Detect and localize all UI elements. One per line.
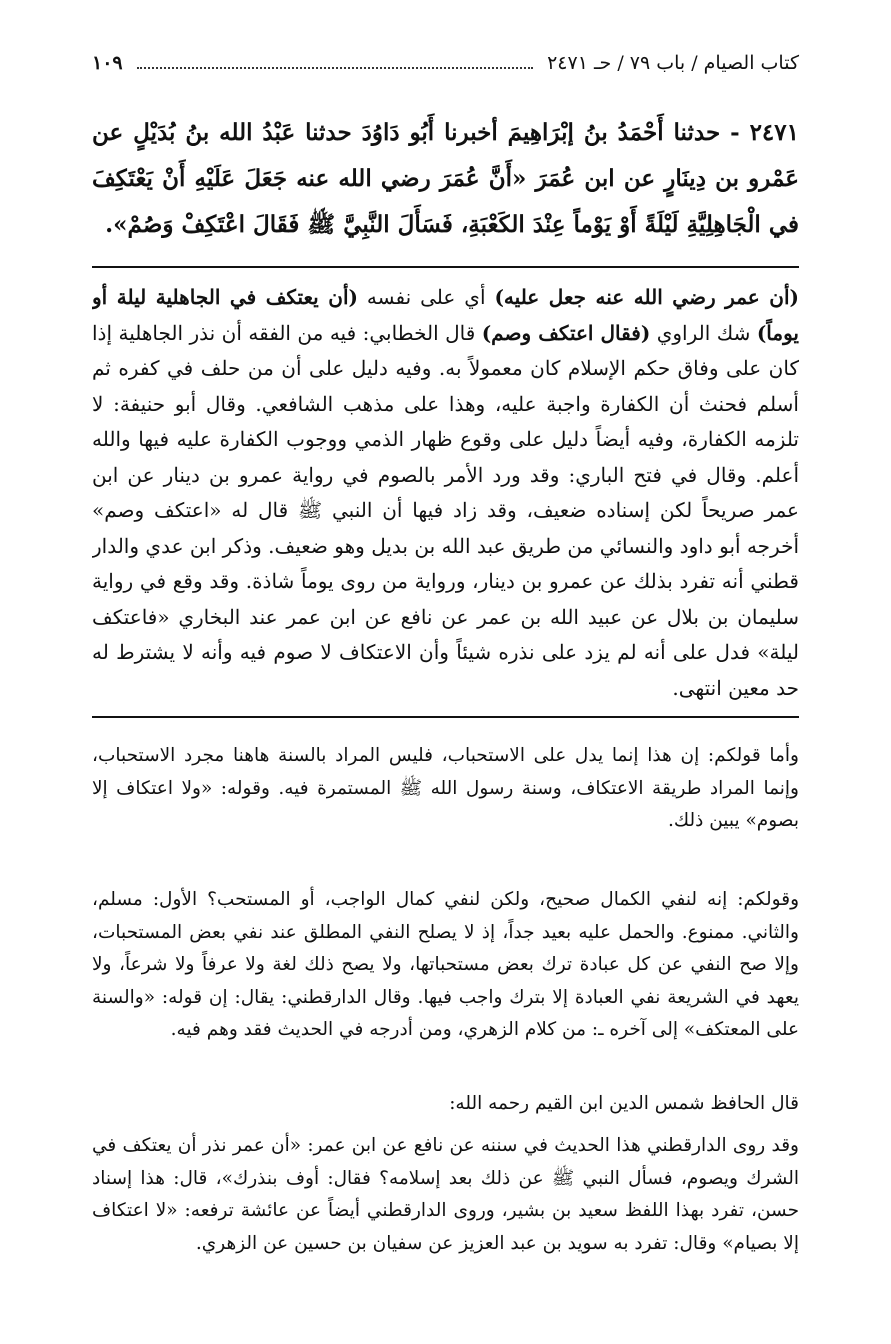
commentary-text-3: قال الخطابي: فيه من الفقه أن نذر الجاهلية إذا كان على وفاق حكم الإسلام كان معمولاً به. وفيه دليل على أن من حلف في كفره ثم أسلم فحنث أن الكفارة واجبة عليه، وهذا على مذهب الشافعي. وقال أبو حنيفة: لا تلزمه الكفارة، وفيه أيضاً دليل على وقوع ظهار الذمي ووجوب الكفارة عليه فيها والله أعلم. وقال في فتح الباري: وقد ورد الأمر بالصوم في رواية عمرو بن دينار عن ابن عمر صريحاً لكن إسناده ضعيف، وقد زاد فيها أن النبي ﷺ قال له «اعتكف وصم» أخرجه أبو داود والنسائي من طريق عبد الله بن بديل وهو ضعيف. وذكر ابن عدي والدار قطني أنه تفرد بذلك عن عمرو بن دينار، ورواية من روى يوماً شاذة. وقد وقع في رواية سليمان بن بلال عن عبيد الله بن عمر عن نافع عن ابن عمر عند البخاري «فاعتكف ليلة» فدل على أنه لم يزد على نذره شيئاً وأن الاعتكاف لا صوم فيه وأنه لا يشترط له حد معين انتهى. xyxy=(92,320,799,700)
divider-top xyxy=(92,266,799,268)
hadith-text xyxy=(92,110,799,248)
commentary-text-1: أي على نفسه xyxy=(357,285,495,309)
commentary-quote-1: (أن عمر رضي الله عنه جعل عليه) xyxy=(494,285,799,309)
note-paragraph-4: وقد روى الدارقطني هذا الحديث في سننه عن نافع عن ابن عمر: «أن عمر نذر أن يعتكف في الشرك ويصوم، فسأل النبي ﷺ عن ذلك بعد إسلامه؟ فقال: أوف بنذرك»، قال: هذا إسناد حسن، تفرد بهذا اللفظ سعيد بن بشير، وروى الدارقطني أيضاً عن عائشة ترفعه: «لا اعتكاف إلا بصيام» وقال: تفرد به سويد بن عبد العزيز عن سفيان بن حسين عن الزهري. xyxy=(92,1135,799,1254)
note-paragraph-1: وأما قولكم: إن هذا إنما يدل على الاستحباب، فليس المراد بالسنة هاهنا مجرد الاستحباب، وإنما المراد طريقة الاعتكاف، وسنة رسول الله ﷺ المستمرة فيه. وقوله: «ولا اعتكاف إلا بصوم» يبين ذلك. xyxy=(92,745,799,831)
header-title: كتاب الصيام / باب ٧٩ / حـ ٢٤٧١ xyxy=(547,52,799,74)
commentary-quote-2: (أن يعتكف في الجاهلية ليلة أو يوماً) xyxy=(92,285,799,345)
page-number: ١٠٩ xyxy=(92,52,123,74)
note-heading-ibn-qayyim: قال الحافظ شمس الدين ابن القيم رحمه الله: xyxy=(449,1093,799,1114)
hadith-number: ٢٤٧١ - xyxy=(730,119,799,146)
running-header xyxy=(92,52,799,86)
hadith-body: حدثنا أَحْمَدُ بنُ إبْرَاهِيمَ أخبرنا أَبُو دَاوُدَ حدثنا عَبْدُ الله بنُ بُدَيْلٍ عن عَمْرو بن دِينَارٍ عن ابن عُمَرَ «أَنَّ عُمَرَ رضي الله عنه جَعَلَ عَلَيْهِ أَنْ يَعْتَكِفَ في الْجَاهِلِيَّةِ لَيْلَةً أَوْ يَوْماً عِنْدَ الكَعْبَةِ، فَسَأَلَ النَّبِيَّ ﷺ فَقَالَ اعْتَكِفْ وَصُمْ». xyxy=(92,119,799,238)
note-paragraph-2: وقولكم: إنه لنفي الكمال صحيح، ولكن لنفي كمال الواجب، أو المستحب؟ الأول: مسلم، والثاني. ممنوع. والحمل عليه بعيد جداً، إذ لا يصلح النفي المطلق عند نفي بعض المستحبات، وإلا صح النفي عن كل عبادة ترك بعض مستحباتها، ولا يصح ذلك لغة ولا عرفاً ولا شرعاً، ولا يعهد في الشريعة نفي العبادة إلا بترك واجب فيها. وقال الدارقطني: يقال: إن قوله: «والسنة على المعتكف» إلى آخره ـ: من كلام الزهري، ومن أدرجه في الحديث فقد وهم فيه. xyxy=(92,889,799,1040)
commentary-text-2: شك الراوي xyxy=(650,320,757,345)
header-dot-leader xyxy=(137,53,533,69)
commentary-quote-3: (فقال اعتكف وصم) xyxy=(481,320,651,345)
divider-bottom xyxy=(92,716,799,718)
commentary xyxy=(92,280,799,706)
